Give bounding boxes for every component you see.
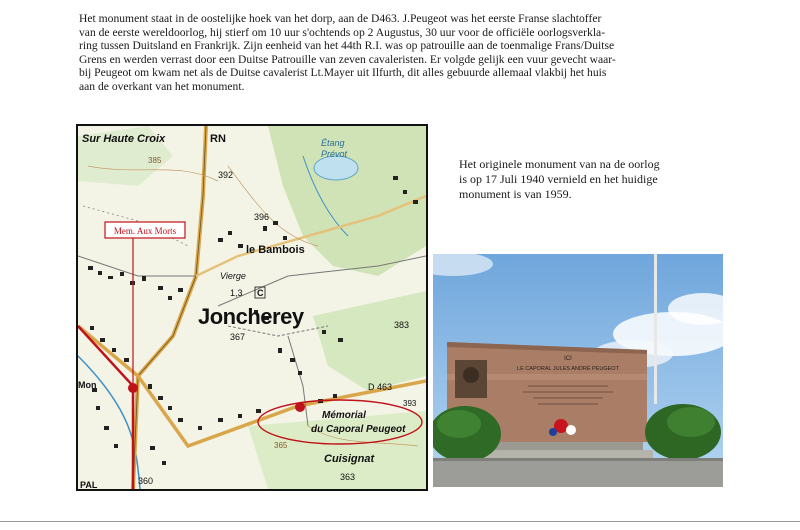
intro-line: Het monument staat in de oostelijke hoek van het dorp, aan de D463. J.Peugeot was het eerste Franse slachtoffer (79, 12, 602, 25)
monument-steps (473, 450, 653, 458)
intro-line: aan de overkant van het monument. (79, 79, 245, 93)
label-393: 393 (403, 399, 417, 408)
intro-line: Grens en werden verrast door een Duitse Patrouille van zeven cavaleristen. Er volgde gelijk een vuur gevecht waar- (79, 52, 616, 66)
caption-line: monument is van 1959. (459, 187, 572, 201)
inscription-line: LE CAPORAL JULES ANDRÉ PEUGEOT (517, 366, 619, 372)
label-392: 392 (218, 170, 234, 180)
pond (314, 156, 358, 180)
label-memorial: Mémorial (322, 410, 366, 421)
label-1-3: 1,3 (230, 288, 243, 298)
label-cuisignat: Cuisignat (324, 453, 375, 465)
label-du-caporal-peugeot: du Caporal Peugeot (311, 424, 406, 435)
label-367: 367 (230, 332, 246, 342)
photo-caption (459, 157, 779, 202)
forest-area (313, 291, 426, 391)
intro-paragraph (79, 12, 719, 94)
label-sur-haute-croix: Sur Haute Croix (82, 133, 166, 145)
track (288, 336, 308, 426)
wreath-icon (549, 428, 557, 436)
photo-svg (433, 254, 723, 487)
label-etang: Étang (321, 138, 345, 148)
caption-line: is op 17 Juli 1940 vernield en het huidige (459, 172, 658, 186)
label-363: 363 (340, 472, 356, 482)
hedge-right (667, 407, 715, 437)
track (78, 256, 196, 276)
monument-photo (433, 254, 723, 487)
pavement-edge (433, 458, 723, 461)
monument-steps (483, 442, 643, 450)
label-396: 396 (254, 212, 270, 222)
label-360: 360 (138, 476, 154, 486)
label-385: 385 (148, 156, 162, 165)
label-383: 383 (394, 320, 410, 330)
caption-line: Het originele monument van na de oorlog (459, 157, 660, 171)
label-365: 365 (274, 441, 288, 450)
inscription-line: ICI (564, 356, 572, 362)
hedge-left (437, 410, 481, 438)
intro-line: bij Peugeot om kwam net als de Duitse cavalerist Lt.Mayer uit Ilfurth, dit alles gebuurde allemaal vlakbij het huis (79, 66, 607, 80)
label-le-bambois: le Bambois (246, 244, 305, 256)
intro-line: van de eerste wereldoorlog, hij stierf om 10 uur s'ochtends op 2 Augustus, 30 uur voor de officiële oorlogsverkla- (79, 25, 606, 39)
label-pal: PAL (80, 480, 98, 489)
page-bottom-rule (0, 521, 800, 522)
label-c: C (257, 288, 264, 298)
label-rn: RN (210, 133, 226, 145)
label-vierge: Vierge (220, 271, 246, 281)
relief-figure-icon (463, 367, 479, 383)
label-prevot: Prévot (321, 149, 348, 159)
intro-line: ring tussen Duitsland en Frankrijk. Zijn eenheid van het 44th R.I. was op patrouille aan de toenmalige Frans/Duitse (79, 39, 615, 53)
marker-mem-aux-morts (128, 383, 138, 393)
pavement (433, 458, 723, 487)
stream (78, 356, 140, 489)
forest-area (248, 411, 426, 489)
map-svg (78, 126, 426, 489)
flagpole (654, 254, 657, 404)
callout-label: Mem. Aux Morts (113, 226, 177, 236)
label-joncherey: Joncherey (198, 304, 304, 329)
wreath-icon (566, 425, 576, 435)
label-mon: Mon (78, 380, 97, 390)
topographic-map (76, 124, 428, 491)
label-d463: D 463 (368, 382, 393, 392)
